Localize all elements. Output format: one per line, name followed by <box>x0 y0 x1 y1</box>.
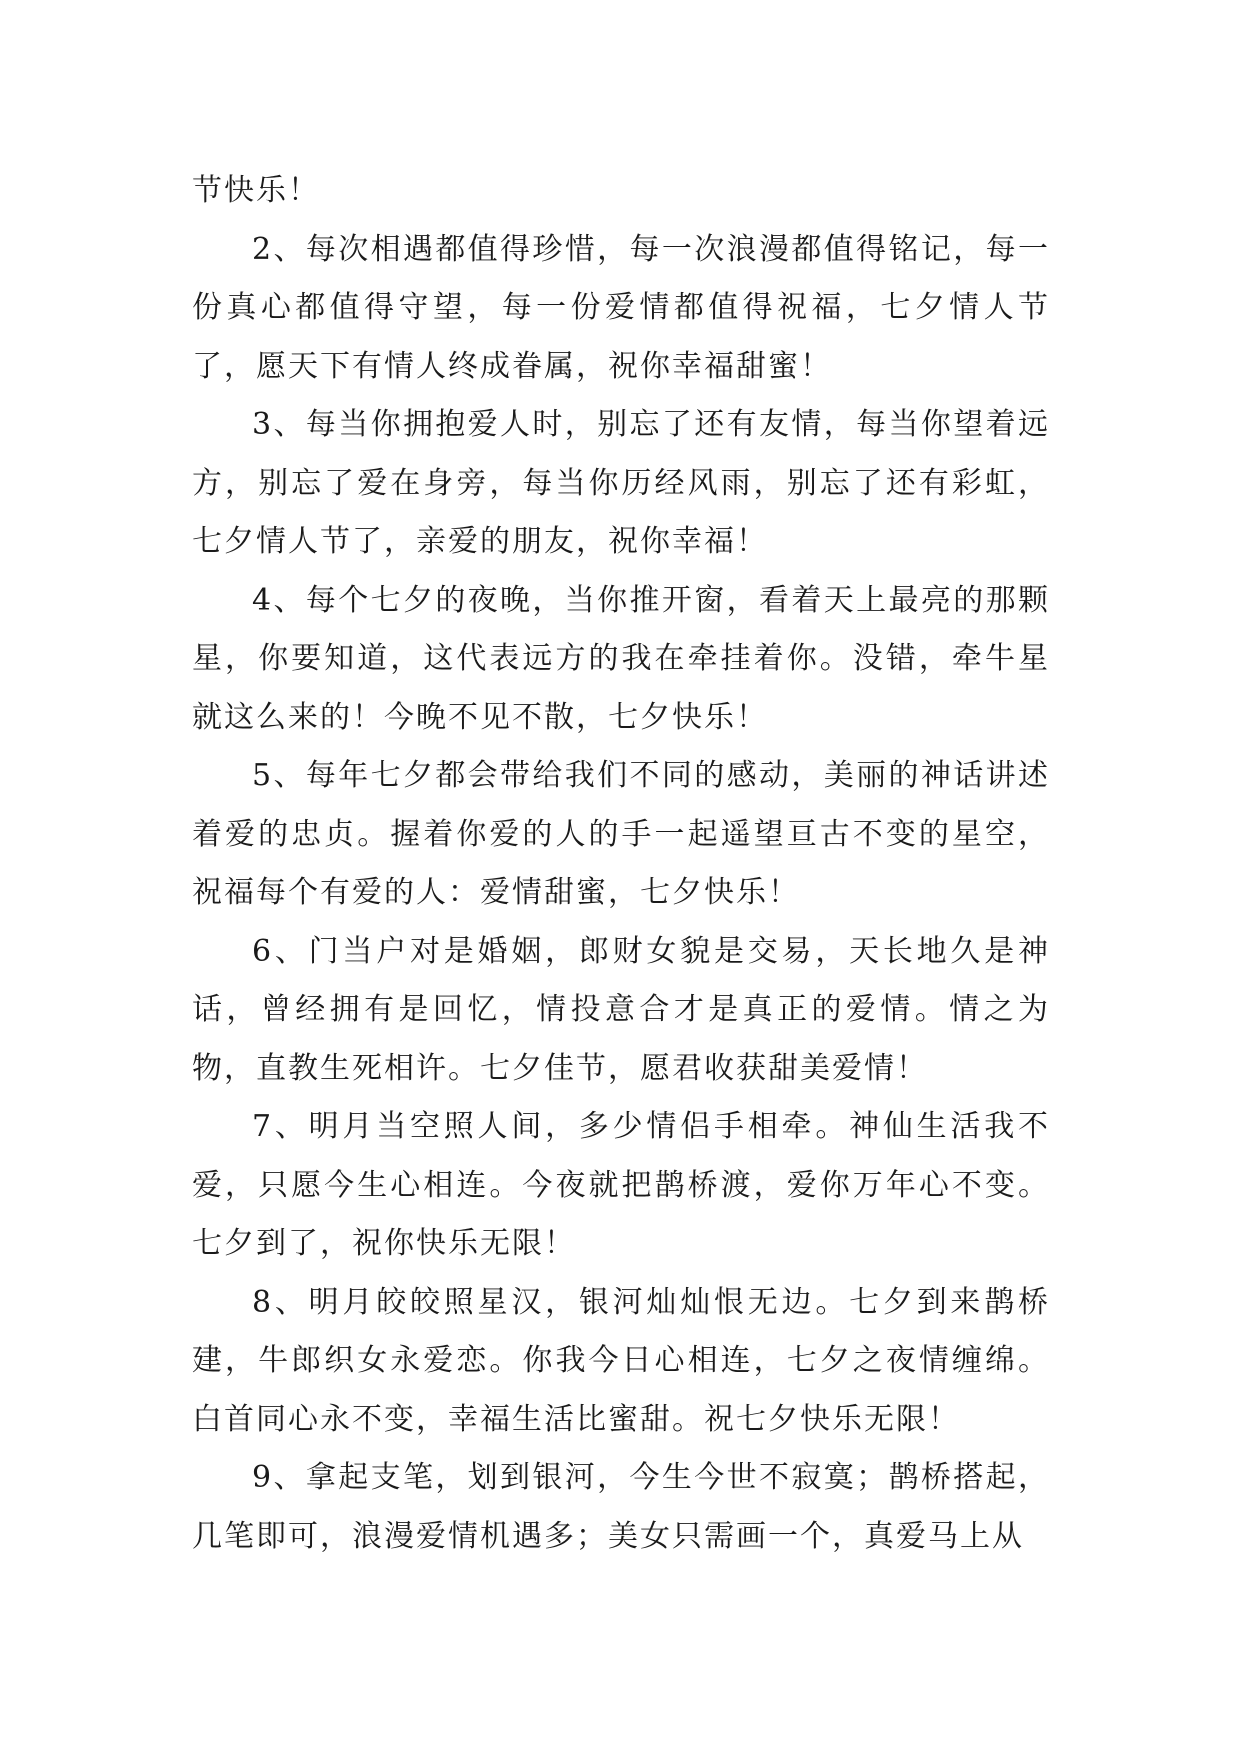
paragraph-item-9: 9、拿起支笔，划到银河，今生今世不寂寞；鹊桥搭起，几笔即可，浪漫爱情机遇多；美女只需画一个，真爱马上从 <box>192 1460 1050 1554</box>
paragraph-item-6: 6、门当户对是婚姻，郎财女貌是交易，天长地久是神话，曾经拥有是回忆，情投意合才是真正的爱情。情之为物，直教生死相许。七夕佳节，愿君收获甜美爱情！ <box>192 933 1050 1086</box>
paragraph-item-7: 7、明月当空照人间，多少情侣手相牵。神仙生活我不爱，只愿今生心相连。今夜就把鹊桥渡，爱你万年心不变。七夕到了，祝你快乐无限！ <box>192 1109 1050 1261</box>
paragraph-item-5: 5、每年七夕都会带给我们不同的感动，美丽的神话讲述着爱的忠贞。握着你爱的人的手一起遥望亘古不变的星空，祝福每个有爱的人：爱情甜蜜，七夕快乐！ <box>192 758 1050 910</box>
paragraph-item-2: 2、每次相遇都值得珍惜，每一次浪漫都值得铭记，每一份真心都值得守望，每一份爱情都值得祝福，七夕情人节了，愿天下有情人终成眷属，祝你幸福甜蜜！ <box>192 231 1050 384</box>
paragraph-continuation: 节快乐！ <box>192 173 320 208</box>
paragraph-item-8: 8、明月皎皎照星汉，银河灿灿恨无边。七夕到来鹊桥建，牛郎织女永爱恋。你我今日心相连，七夕之夜情缠绵。白首同心永不变，幸福生活比蜜甜。祝七夕快乐无限！ <box>192 1284 1050 1437</box>
document-body <box>192 162 1050 1566</box>
paragraph-item-3: 3、每当你拥抱爱人时，别忘了还有友情，每当你望着远方，别忘了爱在身旁，每当你历经风雨，别忘了还有彩虹，七夕情人节了，亲爱的朋友，祝你幸福！ <box>192 407 1050 559</box>
paragraph-item-4: 4、每个七夕的夜晚，当你推开窗，看着天上最亮的那颗星，你要知道，这代表远方的我在牵挂着你。没错，牵牛星就这么来的！今晚不见不散，七夕快乐！ <box>192 582 1050 735</box>
